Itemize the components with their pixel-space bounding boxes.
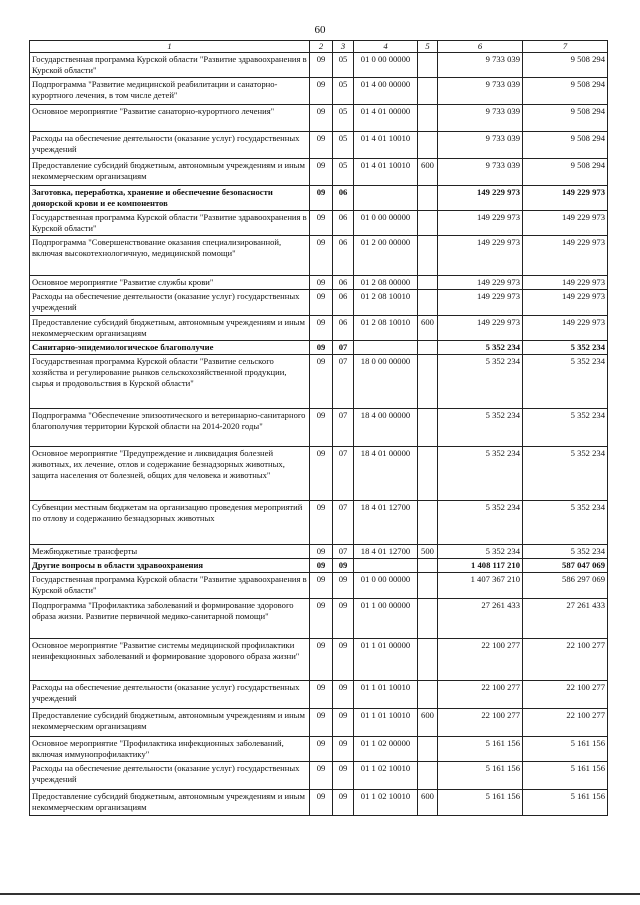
table-row — [30, 132, 608, 159]
row-amount-year2-cell: 5 352 234 — [523, 341, 608, 355]
table-row — [30, 737, 608, 762]
row-subsection-cell: 09 — [333, 790, 354, 816]
row-amount-year1-cell: 149 229 973 — [438, 290, 523, 316]
row-section-cell: 09 — [310, 290, 333, 316]
row-subsection-cell: 06 — [333, 290, 354, 316]
row-section-cell: 09 — [310, 78, 333, 105]
row-section-cell: 09 — [310, 355, 333, 409]
table-row — [30, 681, 608, 709]
row-target-article-cell: 01 1 02 10010 — [354, 790, 418, 816]
row-subsection-cell: 09 — [333, 559, 354, 573]
row-name-cell: Предоставление субсидий бюджетным, автономным учреждениям и иным некоммерческим организациям — [30, 316, 310, 341]
table-row — [30, 355, 608, 409]
table-row — [30, 709, 608, 737]
row-target-article-cell: 01 0 00 00000 — [354, 573, 418, 599]
row-name-cell: Предоставление субсидий бюджетным, автономным учреждениям и иным некоммерческим организациям — [30, 709, 310, 737]
row-target-article-cell: 01 1 02 00000 — [354, 737, 418, 762]
row-target-article-cell: 01 1 00 00000 — [354, 599, 418, 639]
row-subsection-cell: 09 — [333, 639, 354, 681]
row-subsection-cell: 05 — [333, 53, 354, 78]
row-target-article-cell: 01 1 02 10010 — [354, 762, 418, 790]
table-row — [30, 790, 608, 816]
row-target-article-cell: 01 1 01 00000 — [354, 639, 418, 681]
table-row — [30, 78, 608, 105]
row-expense-type-cell — [418, 501, 438, 545]
row-amount-year1-cell: 149 229 973 — [438, 186, 523, 211]
row-name-cell: Предоставление субсидий бюджетным, автономным учреждениям и иным некоммерческим организациям — [30, 790, 310, 816]
row-section-cell: 09 — [310, 211, 333, 236]
row-name-cell: Основное мероприятие "Развитие службы крови" — [30, 276, 310, 290]
row-name-cell: Межбюджетные трансферты — [30, 545, 310, 559]
row-name-cell: Подпрограмма "Профилактика заболеваний и формирование здорового образа жизни. Развитие первичной медико-санитарной помощи" — [30, 599, 310, 639]
col-header-subsection: 3 — [333, 41, 354, 53]
row-expense-type-cell: 600 — [418, 790, 438, 816]
row-target-article-cell: 01 1 01 10010 — [354, 709, 418, 737]
row-amount-year1-cell: 9 733 039 — [438, 159, 523, 186]
table-row — [30, 559, 608, 573]
row-subsection-cell: 06 — [333, 186, 354, 211]
row-expense-type-cell — [418, 573, 438, 599]
row-amount-year2-cell: 5 161 156 — [523, 737, 608, 762]
row-amount-year1-cell: 22 100 277 — [438, 681, 523, 709]
row-subsection-cell: 06 — [333, 211, 354, 236]
row-section-cell: 09 — [310, 709, 333, 737]
row-section-cell: 09 — [310, 559, 333, 573]
row-section-cell: 09 — [310, 105, 333, 132]
row-target-article-cell — [354, 341, 418, 355]
row-subsection-cell: 06 — [333, 276, 354, 290]
table-row — [30, 276, 608, 290]
row-subsection-cell: 09 — [333, 681, 354, 709]
table-row — [30, 545, 608, 559]
table-row — [30, 236, 608, 276]
row-subsection-cell: 07 — [333, 501, 354, 545]
row-subsection-cell: 05 — [333, 78, 354, 105]
row-name-cell: Основное мероприятие "Развитие санаторно-курортного лечения" — [30, 105, 310, 132]
row-amount-year2-cell: 149 229 973 — [523, 290, 608, 316]
table-row — [30, 762, 608, 790]
row-name-cell: Предоставление субсидий бюджетным, автономным учреждениям и иным некоммерческим организациям — [30, 159, 310, 186]
bottom-rule — [0, 893, 640, 895]
row-expense-type-cell — [418, 290, 438, 316]
row-target-article-cell: 01 4 01 00000 — [354, 105, 418, 132]
row-subsection-cell: 07 — [333, 447, 354, 501]
row-target-article-cell: 01 2 08 10010 — [354, 290, 418, 316]
row-name-cell: Заготовка, переработка, хранение и обеспечение безопасности донорской крови и ее компонентов — [30, 186, 310, 211]
row-name-cell: Подпрограмма "Совершенствование оказания специализированной, включая высокотехнологичную, медицинской помощи" — [30, 236, 310, 276]
table-row — [30, 639, 608, 681]
row-expense-type-cell: 600 — [418, 709, 438, 737]
row-section-cell: 09 — [310, 639, 333, 681]
row-name-cell: Государственная программа Курской области "Развитие сельского хозяйства и регулирование рынков сельскохозяйственной продукции, сырья и продовольствия в Курской области" — [30, 355, 310, 409]
row-section-cell: 09 — [310, 132, 333, 159]
row-subsection-cell: 07 — [333, 409, 354, 447]
table-row — [30, 105, 608, 132]
budget-table — [29, 40, 608, 816]
row-name-cell: Расходы на обеспечение деятельности (оказание услуг) государственных учреждений — [30, 290, 310, 316]
row-expense-type-cell — [418, 762, 438, 790]
col-header-target-article: 4 — [354, 41, 418, 53]
row-expense-type-cell: 600 — [418, 316, 438, 341]
row-subsection-cell: 09 — [333, 762, 354, 790]
row-expense-type-cell — [418, 236, 438, 276]
row-section-cell: 09 — [310, 599, 333, 639]
row-name-cell: Расходы на обеспечение деятельности (оказание услуг) государственных учреждений — [30, 681, 310, 709]
row-expense-type-cell — [418, 559, 438, 573]
row-expense-type-cell — [418, 737, 438, 762]
row-target-article-cell: 01 4 01 10010 — [354, 132, 418, 159]
row-target-article-cell: 01 2 08 00000 — [354, 276, 418, 290]
col-header-amount-year2: 7 — [523, 41, 608, 53]
row-amount-year2-cell: 22 100 277 — [523, 709, 608, 737]
row-amount-year2-cell: 9 508 294 — [523, 53, 608, 78]
row-amount-year1-cell: 27 261 433 — [438, 599, 523, 639]
table-row — [30, 501, 608, 545]
column-header-row — [30, 41, 608, 53]
row-section-cell: 09 — [310, 316, 333, 341]
row-amount-year1-cell: 149 229 973 — [438, 276, 523, 290]
row-amount-year2-cell: 587 047 069 — [523, 559, 608, 573]
row-amount-year1-cell: 9 733 039 — [438, 53, 523, 78]
row-name-cell: Санитарно-эпидемиологическое благополучие — [30, 341, 310, 355]
row-subsection-cell: 05 — [333, 132, 354, 159]
row-name-cell: Расходы на обеспечение деятельности (оказание услуг) государственных учреждений — [30, 762, 310, 790]
row-name-cell: Государственная программа Курской области "Развитие здравоохранения в Курской области" — [30, 53, 310, 78]
row-section-cell: 09 — [310, 501, 333, 545]
row-amount-year1-cell: 149 229 973 — [438, 316, 523, 341]
row-expense-type-cell — [418, 599, 438, 639]
row-expense-type-cell — [418, 78, 438, 105]
row-amount-year1-cell: 1 408 117 210 — [438, 559, 523, 573]
row-target-article-cell: 01 4 01 10010 — [354, 159, 418, 186]
row-subsection-cell: 09 — [333, 709, 354, 737]
row-section-cell: 09 — [310, 545, 333, 559]
row-target-article-cell: 18 4 01 12700 — [354, 501, 418, 545]
row-section-cell: 09 — [310, 790, 333, 816]
row-name-cell: Расходы на обеспечение деятельности (оказание услуг) государственных учреждений — [30, 132, 310, 159]
row-subsection-cell: 06 — [333, 236, 354, 276]
row-expense-type-cell — [418, 355, 438, 409]
row-amount-year1-cell: 5 352 234 — [438, 341, 523, 355]
row-amount-year2-cell: 586 297 069 — [523, 573, 608, 599]
col-header-section: 2 — [310, 41, 333, 53]
row-amount-year2-cell: 149 229 973 — [523, 276, 608, 290]
row-amount-year2-cell: 5 352 234 — [523, 409, 608, 447]
row-target-article-cell: 01 1 01 10010 — [354, 681, 418, 709]
row-expense-type-cell: 600 — [418, 159, 438, 186]
row-amount-year2-cell: 22 100 277 — [523, 639, 608, 681]
row-amount-year2-cell: 5 161 156 — [523, 790, 608, 816]
row-amount-year2-cell: 9 508 294 — [523, 159, 608, 186]
col-header-expense-type: 5 — [418, 41, 438, 53]
row-amount-year1-cell: 9 733 039 — [438, 78, 523, 105]
row-amount-year2-cell: 5 352 234 — [523, 447, 608, 501]
row-section-cell: 09 — [310, 341, 333, 355]
row-section-cell: 09 — [310, 276, 333, 290]
row-amount-year1-cell: 5 161 156 — [438, 790, 523, 816]
row-subsection-cell: 07 — [333, 545, 354, 559]
row-expense-type-cell — [418, 211, 438, 236]
row-amount-year2-cell: 5 161 156 — [523, 762, 608, 790]
row-target-article-cell — [354, 186, 418, 211]
row-amount-year2-cell: 9 508 294 — [523, 78, 608, 105]
row-expense-type-cell — [418, 639, 438, 681]
row-amount-year2-cell: 149 229 973 — [523, 186, 608, 211]
row-section-cell: 09 — [310, 762, 333, 790]
col-header-amount-year1: 6 — [438, 41, 523, 53]
row-expense-type-cell — [418, 409, 438, 447]
row-target-article-cell: 01 0 00 00000 — [354, 53, 418, 78]
table-row — [30, 599, 608, 639]
col-header-name: 1 — [30, 41, 310, 53]
row-amount-year1-cell: 9 733 039 — [438, 132, 523, 159]
row-section-cell: 09 — [310, 159, 333, 186]
row-section-cell: 09 — [310, 681, 333, 709]
row-amount-year1-cell: 5 161 156 — [438, 762, 523, 790]
row-amount-year1-cell: 22 100 277 — [438, 639, 523, 681]
row-expense-type-cell — [418, 447, 438, 501]
row-amount-year2-cell: 22 100 277 — [523, 681, 608, 709]
row-target-article-cell: 18 4 00 00000 — [354, 409, 418, 447]
row-target-article-cell: 01 4 00 00000 — [354, 78, 418, 105]
row-amount-year1-cell: 5 352 234 — [438, 355, 523, 409]
row-section-cell: 09 — [310, 447, 333, 501]
row-name-cell: Подпрограмма "Развитие медицинской реабилитации и санаторно-курортного лечения, в том числе детей" — [30, 78, 310, 105]
row-expense-type-cell — [418, 53, 438, 78]
row-expense-type-cell — [418, 276, 438, 290]
row-section-cell: 09 — [310, 737, 333, 762]
table-row — [30, 316, 608, 341]
row-name-cell: Другие вопросы в области здравоохранения — [30, 559, 310, 573]
row-amount-year1-cell: 5 352 234 — [438, 447, 523, 501]
row-subsection-cell: 07 — [333, 341, 354, 355]
row-amount-year2-cell: 149 229 973 — [523, 211, 608, 236]
row-target-article-cell: 01 2 00 00000 — [354, 236, 418, 276]
row-expense-type-cell — [418, 132, 438, 159]
row-amount-year2-cell: 9 508 294 — [523, 132, 608, 159]
table-row — [30, 211, 608, 236]
table-row — [30, 447, 608, 501]
row-amount-year2-cell: 149 229 973 — [523, 316, 608, 341]
row-expense-type-cell — [418, 186, 438, 211]
row-amount-year2-cell: 5 352 234 — [523, 501, 608, 545]
row-name-cell: Государственная программа Курской области "Развитие здравоохранения в Курской области" — [30, 211, 310, 236]
row-subsection-cell: 09 — [333, 573, 354, 599]
row-name-cell: Государственная программа Курской области "Развитие здравоохранения в Курской области" — [30, 573, 310, 599]
table-row — [30, 53, 608, 78]
table-row — [30, 159, 608, 186]
row-section-cell: 09 — [310, 236, 333, 276]
table-row — [30, 409, 608, 447]
row-amount-year2-cell: 5 352 234 — [523, 355, 608, 409]
row-section-cell: 09 — [310, 573, 333, 599]
row-subsection-cell: 07 — [333, 355, 354, 409]
row-name-cell: Основное мероприятие "Развитие системы медицинской профилактики неинфекционных заболеваний и формирование здорового образа жизни" — [30, 639, 310, 681]
row-name-cell: Основное мероприятие "Профилактика инфекционных заболеваний, включая иммунопрофилактику" — [30, 737, 310, 762]
row-amount-year1-cell: 22 100 277 — [438, 709, 523, 737]
row-subsection-cell: 06 — [333, 316, 354, 341]
row-subsection-cell: 09 — [333, 599, 354, 639]
row-expense-type-cell — [418, 105, 438, 132]
row-target-article-cell: 18 4 01 12700 — [354, 545, 418, 559]
table-row — [30, 290, 608, 316]
row-amount-year2-cell: 27 261 433 — [523, 599, 608, 639]
table-row — [30, 573, 608, 599]
row-amount-year1-cell: 149 229 973 — [438, 211, 523, 236]
row-amount-year1-cell: 5 352 234 — [438, 501, 523, 545]
row-target-article-cell: 01 2 08 10010 — [354, 316, 418, 341]
row-target-article-cell — [354, 559, 418, 573]
row-name-cell: Подпрограмма "Обеспечение эпизоотического и ветеринарно-санитарного благополучия территории Курской области на 2014-2020 годы" — [30, 409, 310, 447]
row-amount-year2-cell: 9 508 294 — [523, 105, 608, 132]
row-name-cell: Основное мероприятие "Предупреждение и ликвидация болезней животных, их лечение, отлов и содержание безнадзорных животных, защита населения от болезней, общих для человека и животных" — [30, 447, 310, 501]
row-amount-year1-cell: 149 229 973 — [438, 236, 523, 276]
row-amount-year2-cell: 5 352 234 — [523, 545, 608, 559]
row-section-cell: 09 — [310, 186, 333, 211]
row-section-cell: 09 — [310, 53, 333, 78]
table-row — [30, 186, 608, 211]
row-amount-year1-cell: 5 161 156 — [438, 737, 523, 762]
row-section-cell: 09 — [310, 409, 333, 447]
row-name-cell: Субвенции местным бюджетам на организацию проведения мероприятий по отлову и содержанию безнадзорных животных — [30, 501, 310, 545]
row-amount-year2-cell: 149 229 973 — [523, 236, 608, 276]
row-expense-type-cell — [418, 681, 438, 709]
page-number: 60 — [314, 24, 326, 36]
table-row — [30, 341, 608, 355]
row-expense-type-cell — [418, 341, 438, 355]
row-subsection-cell: 05 — [333, 105, 354, 132]
row-target-article-cell: 18 0 00 00000 — [354, 355, 418, 409]
row-subsection-cell: 05 — [333, 159, 354, 186]
row-amount-year1-cell: 5 352 234 — [438, 409, 523, 447]
row-subsection-cell: 09 — [333, 737, 354, 762]
row-target-article-cell: 01 0 00 00000 — [354, 211, 418, 236]
row-amount-year1-cell: 5 352 234 — [438, 545, 523, 559]
row-target-article-cell: 18 4 01 00000 — [354, 447, 418, 501]
row-expense-type-cell: 500 — [418, 545, 438, 559]
row-amount-year1-cell: 9 733 039 — [438, 105, 523, 132]
row-amount-year1-cell: 1 407 367 210 — [438, 573, 523, 599]
